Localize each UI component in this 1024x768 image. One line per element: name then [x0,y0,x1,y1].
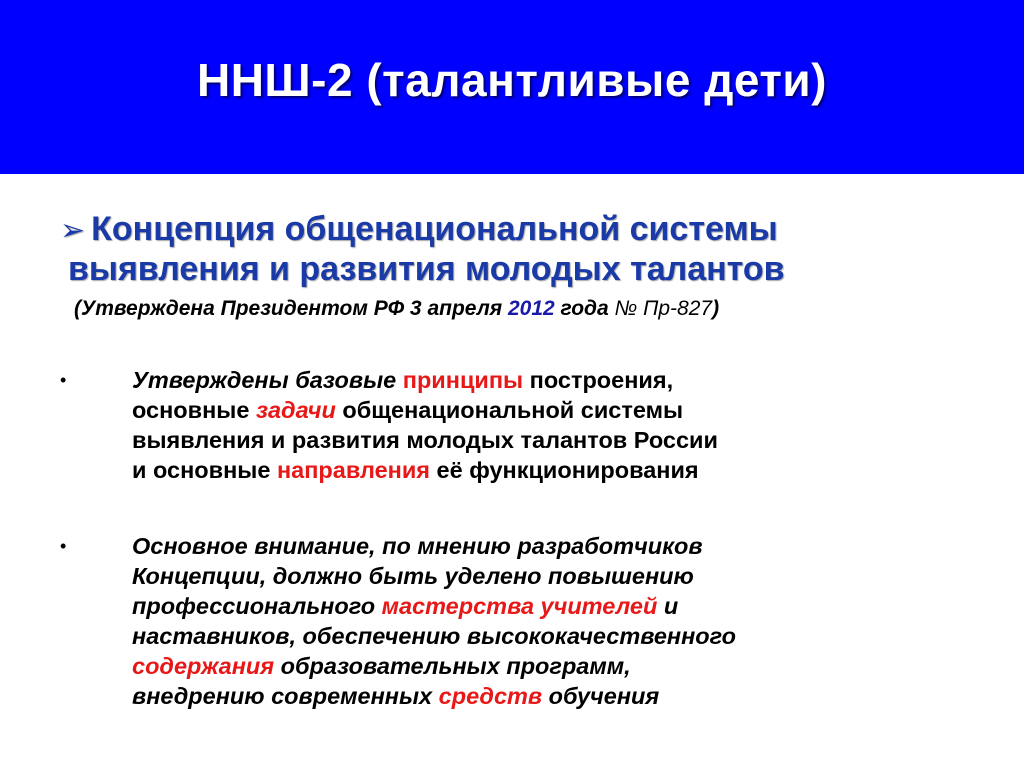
bullet-dot-icon: • [60,370,67,390]
concept-heading [60,210,1000,288]
bullet-segment: её функционирования [430,457,699,483]
highlight-principles: принципы [402,367,524,393]
note-text-2: года [554,297,615,320]
bullet-text [132,365,992,485]
heading-line-2: выявления и развития молодых талантов [68,250,785,288]
bullet-segment: наставников, обеспечению высококачественного [132,623,736,649]
bullet-segment: основные [132,397,256,423]
bullet-segment: Концепции, должно быть уделено повышению [132,563,694,589]
slide-title: ННШ-2 (талантливые дети) [196,54,827,106]
highlight-tasks: задачи [255,397,336,423]
note-text-1: (Утверждена Президентом РФ 3 апреля [74,297,508,320]
bullet-line [132,425,992,455]
bullet-line [132,455,992,485]
bullet-segment: образовательных программ, [274,653,631,679]
bullet-line [132,365,992,395]
bullet-segment: внедрению современных [132,683,439,709]
bullet-segment: построения, [523,367,674,393]
bullet-line [132,591,992,621]
arrow-bullet-icon: ➢ [60,214,86,247]
bullet-line [132,561,992,591]
note-year: 2012 [507,297,555,320]
bullet-line [132,681,992,711]
highlight-teacher-skill: мастерства учителей [381,593,658,619]
highlight-directions: направления [276,457,431,483]
bullet-segment: Утверждены базовые [132,367,403,393]
bullet-segment: профессионального [132,593,382,619]
bullet-segment: выявления и развития молодых талантов России [132,427,718,453]
note-number: № Пр-827 [614,297,713,320]
bullet-segment: общенациональной системы [335,397,684,423]
bullet-line [132,621,992,651]
bullet-line [132,531,992,561]
approval-note [74,296,1014,322]
bullet-segment: и основные [132,457,277,483]
note-close: ) [712,297,720,320]
highlight-content: содержания [132,653,275,679]
bullet-segment: Основное внимание, по мнению разработчиков [132,533,703,559]
bullet-line [132,395,992,425]
heading-line-1: Концепция общенациональной системы [91,210,778,248]
bullet-segment: и [657,593,679,619]
bullet-line [132,651,992,681]
bullet-dot-icon: • [60,536,67,556]
highlight-means: средств [438,683,543,709]
title-bar [0,0,1024,174]
bullet-segment: обучения [542,683,660,709]
bullet-text [132,531,992,711]
